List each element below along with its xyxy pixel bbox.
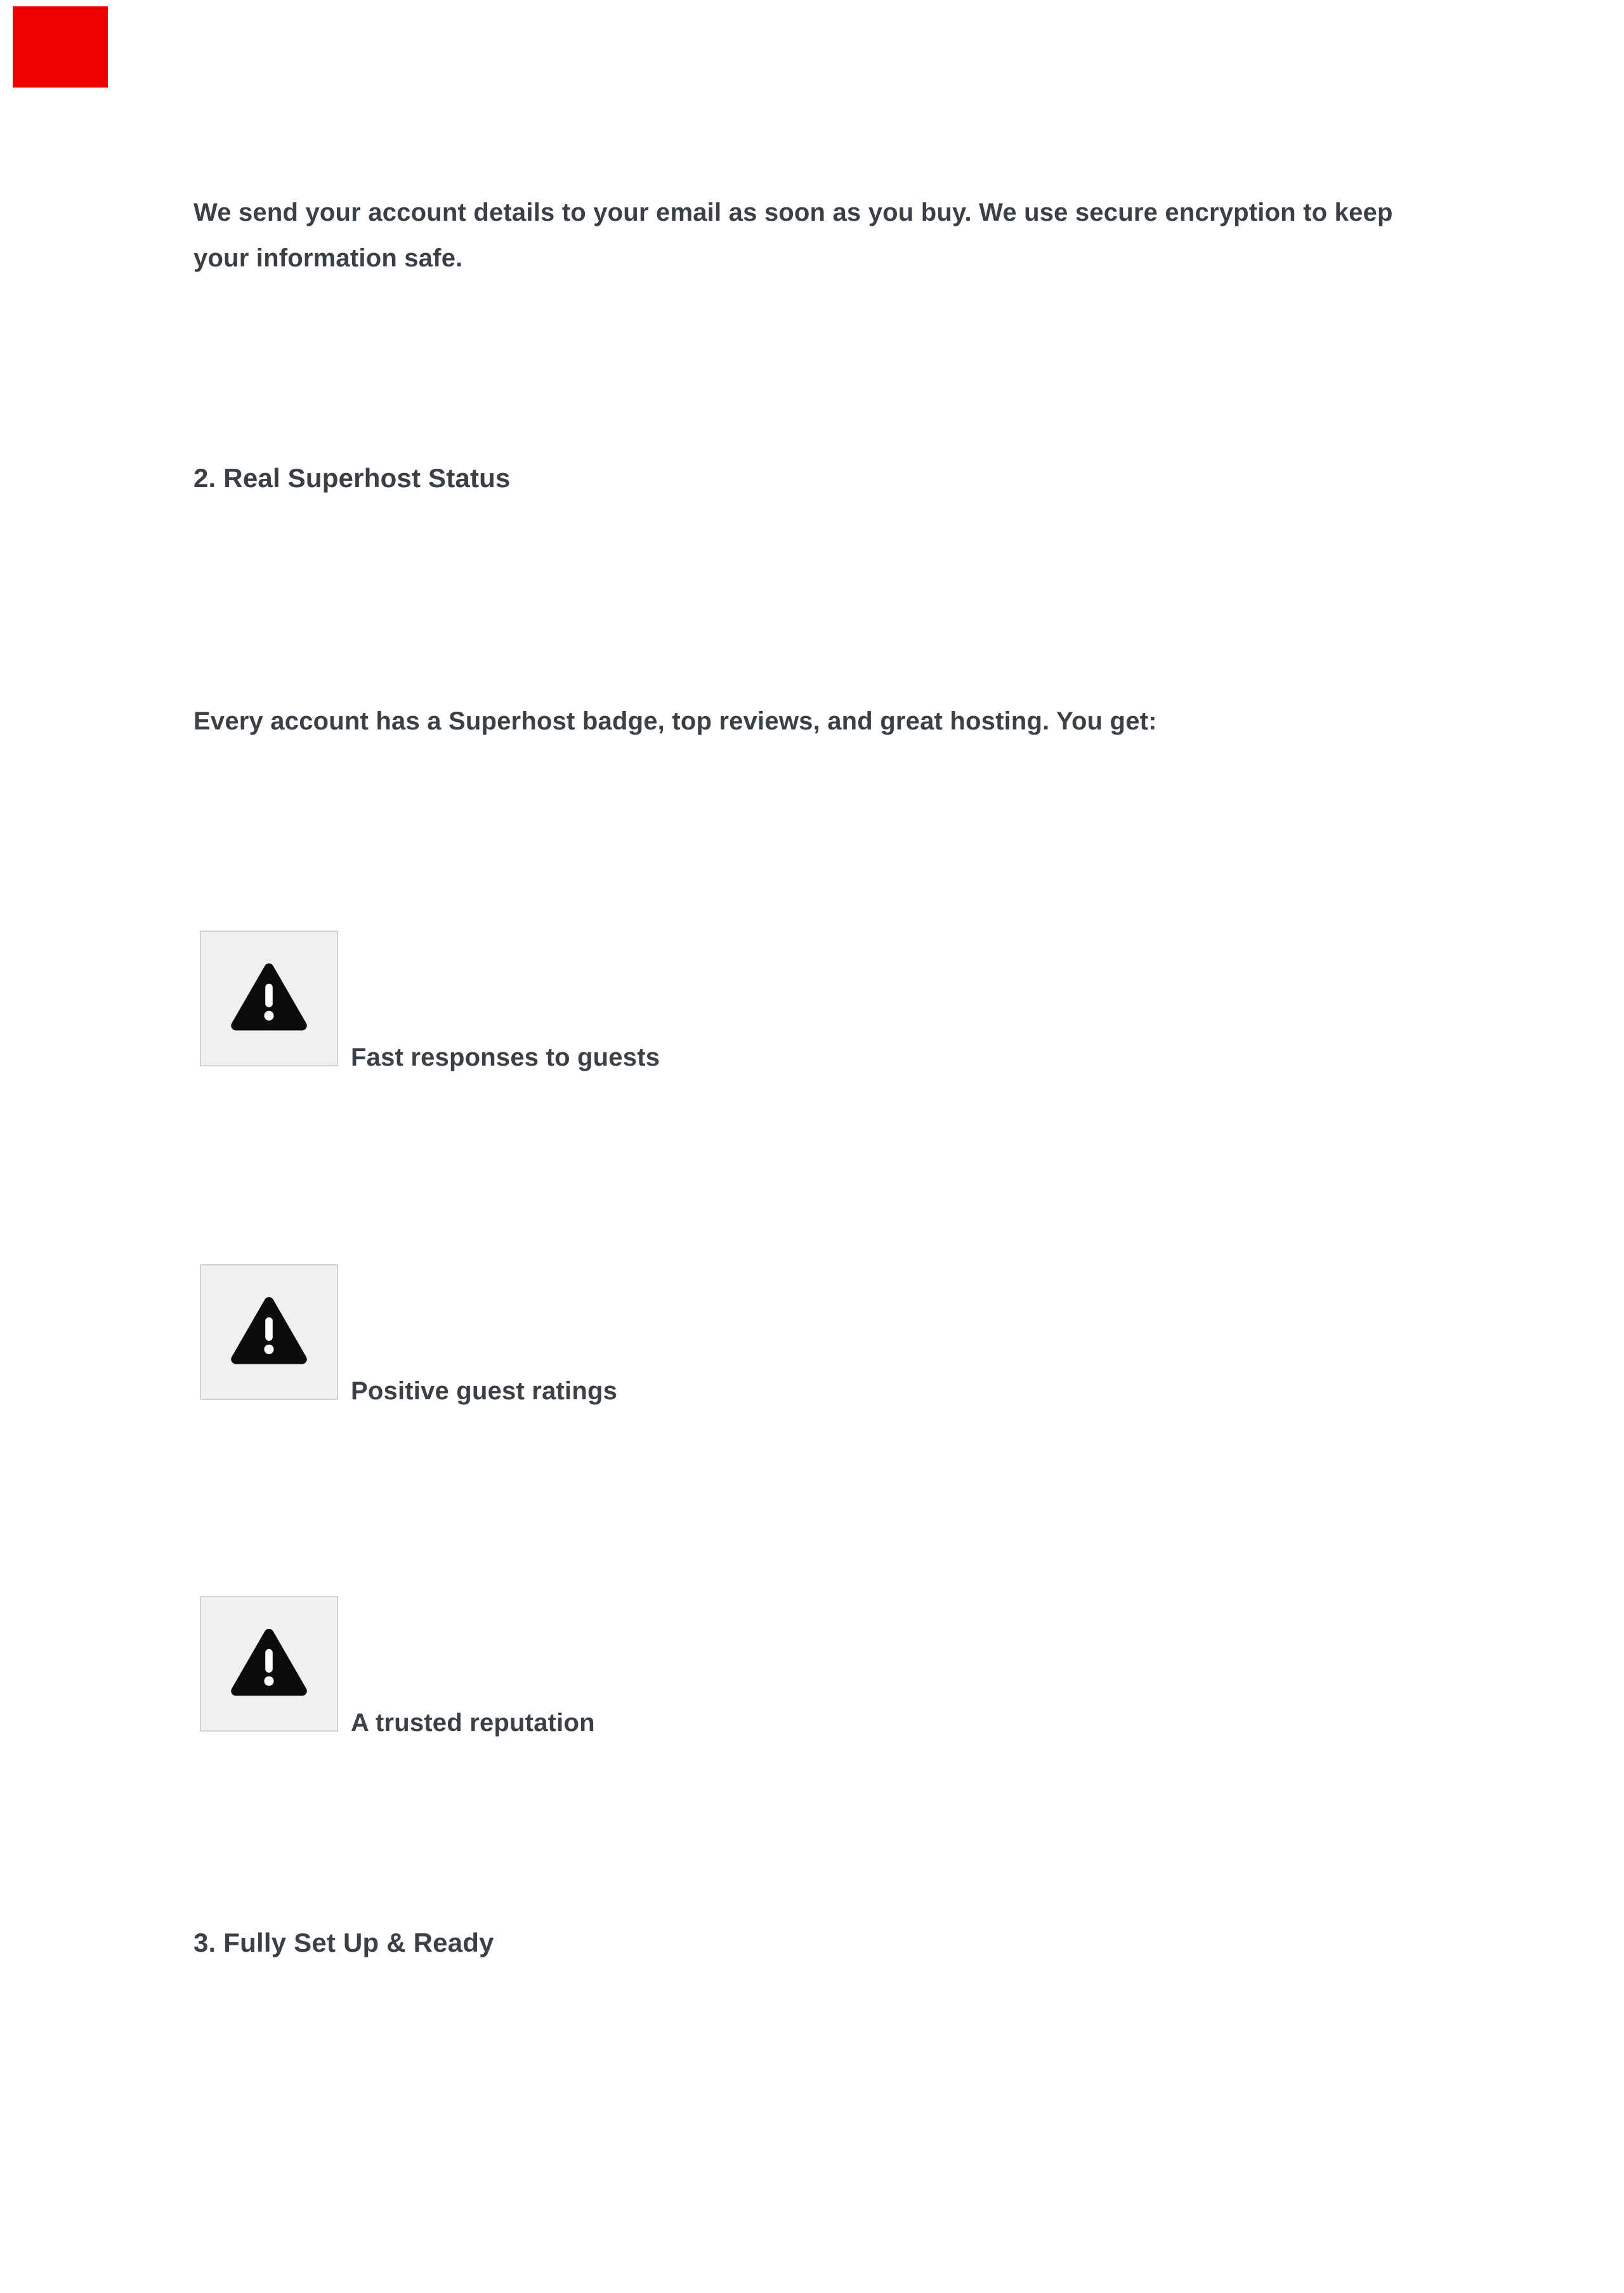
- section-3-heading: 3. Fully Set Up & Ready: [193, 1928, 494, 1957]
- benefit-item: [200, 931, 1278, 1071]
- warning-triangle-icon: [229, 962, 309, 1035]
- intro-paragraph: We send your account details to your email as soon as you buy. We use secure encryption to keep your information safe.: [193, 199, 1393, 272]
- benefit-label: Positive guest ratings: [351, 1377, 618, 1405]
- section-2-lead: Every account has a Superhost badge, top reviews, and great hosting. You get:: [193, 707, 1157, 735]
- warning-triangle-icon: [229, 1295, 309, 1369]
- broken-image-placeholder: [200, 1264, 338, 1400]
- benefit-label: Fast responses to guests: [351, 1043, 660, 1071]
- benefit-label: A trusted reputation: [351, 1709, 595, 1737]
- broken-image-placeholder: [200, 931, 338, 1066]
- warning-triangle-icon: [229, 1627, 309, 1701]
- red-marker: [13, 6, 108, 88]
- section-2-heading: 2. Real Superhost Status: [193, 463, 511, 493]
- benefit-item: [200, 1264, 1278, 1405]
- broken-image-placeholder: [200, 1596, 338, 1732]
- benefit-item: [200, 1596, 1278, 1737]
